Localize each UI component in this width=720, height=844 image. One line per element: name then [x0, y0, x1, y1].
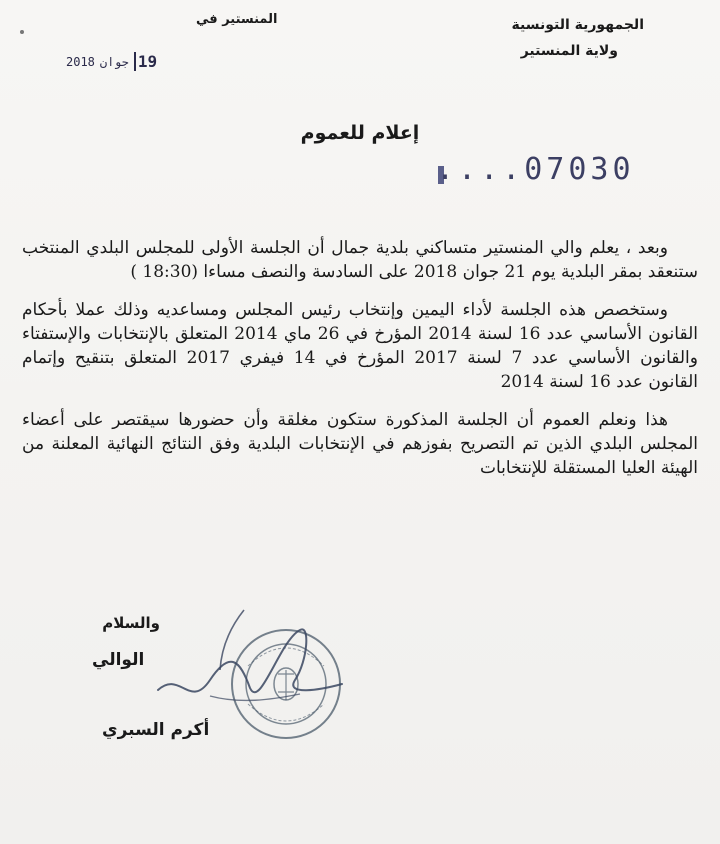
document-title: إعلام للعموم: [300, 122, 420, 144]
paragraph-1: وبعد ، يعلم والي المنستير متساكني بلدية جمال أن الجلسة الأولى للمجلس البلدي المنتخب ستنعقد بمقر البلدية يوم 21 جوان 2018 على السادسة والنصف مساءا (18:30 ): [22, 238, 698, 282]
governorate-name: ولاية المنستير: [520, 43, 618, 59]
handwritten-signature: [150, 600, 350, 740]
date-day: 19: [134, 52, 159, 71]
paragraph-2: وستخصص هذه الجلسة لأداء اليمين وإنتخاب رئيس المجلس ومساعديه وذلك عملا بأحكام القانون الأساسي عدد 16 لسنة 2014 المؤرخ في 26 ماي 2014 المتعلق بالإنتخابات والإستفتاء والقانون الأساسي عدد 7 لسنة 2017 المؤرخ في 14 فيفري 2017 المتعلق بتنقيح وإتمام القانون عدد 16 لسنة 2014: [22, 300, 698, 392]
republic-name: الجمهورية التونسية: [511, 17, 644, 33]
date-year: 2018: [66, 54, 95, 69]
letterhead: [512, 12, 645, 64]
signatory-title: الوالي: [92, 650, 145, 670]
announcement-body: [22, 236, 698, 494]
reference-number: ....07030: [436, 152, 635, 187]
closing-salutation: والسلام: [102, 614, 160, 632]
date-stamp: [66, 52, 159, 71]
scan-speck: [20, 30, 24, 34]
signatory-name: أكرم السبري: [102, 720, 210, 740]
date-month: جوان: [99, 54, 129, 69]
place-line: المنستير في: [196, 12, 278, 27]
paragraph-3: هذا ونعلم العموم أن الجلسة المذكورة ستكون مغلقة وأن حضورها سيقتصر على أعضاء المجلس البلدي الذين تم التصريح بفوزهم في الإنتخابات البلدية وفق النتائج النهائية المعلنة من الهيئة العليا المستقلة للإنتخابات: [22, 410, 698, 478]
